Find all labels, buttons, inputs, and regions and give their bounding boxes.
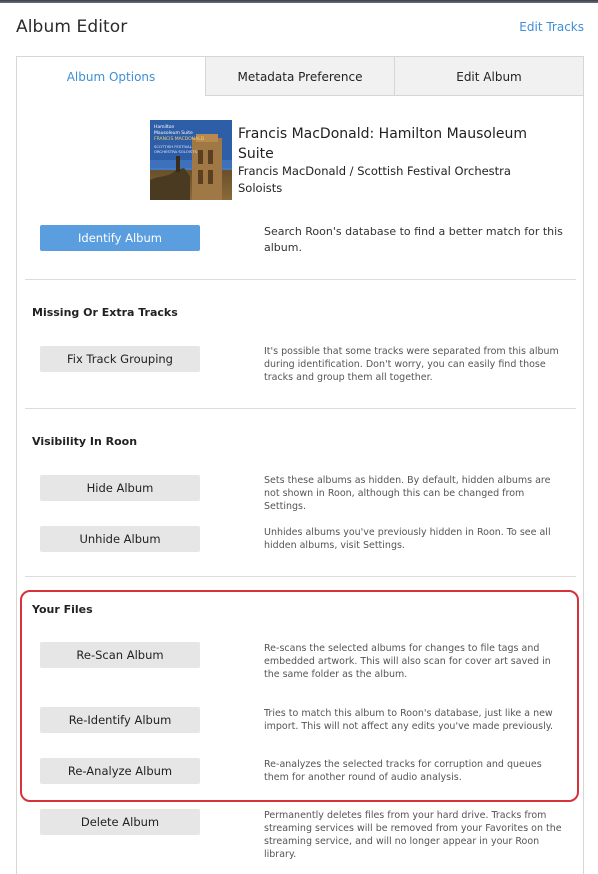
album-artist: Francis MacDonald / Scottish Festival Orchestra Soloists bbox=[238, 164, 511, 195]
tab-edit-album[interactable]: Edit Album bbox=[394, 57, 583, 96]
rescan-album-description: Re-scans the selected albums for changes to file tags and embedded artwork. This will also scan for cover art saved in the same folder as the album. bbox=[264, 643, 551, 680]
reanalyze-album-button[interactable]: Re-Analyze Album bbox=[40, 758, 200, 784]
svg-text:SCOTTISH FESTIVAL: SCOTTISH FESTIVAL bbox=[154, 144, 192, 149]
divider bbox=[25, 279, 576, 280]
section-title-your-files: Your Files bbox=[32, 603, 93, 616]
section-title-visibility: Visibility In Roon bbox=[32, 435, 138, 448]
reidentify-album-description: Tries to match this album to Roon's database, just like a new import. This will not affect any edits you've made previously. bbox=[264, 708, 554, 732]
fix-track-grouping-button[interactable]: Fix Track Grouping bbox=[40, 346, 200, 372]
identify-album-button[interactable]: Identify Album bbox=[40, 225, 200, 251]
header bbox=[0, 0, 598, 56]
identify-album-description: Search Roon's database to find a better match for this album. bbox=[264, 225, 563, 254]
svg-text:FRANCIS MACDONALD: FRANCIS MACDONALD bbox=[154, 137, 205, 142]
rescan-album-button[interactable]: Re-Scan Album bbox=[40, 642, 200, 668]
album-cover-image bbox=[150, 120, 232, 200]
divider bbox=[25, 408, 576, 409]
svg-text:Mausoleum Suite: Mausoleum Suite bbox=[154, 131, 193, 136]
reanalyze-album-description: Re-analyzes the selected tracks for corruption and queues them for another round of audio analysis. bbox=[264, 759, 542, 783]
tab-bar bbox=[17, 57, 583, 96]
unhide-album-description: Unhides albums you've previously hidden in Roon. To see all hidden albums, visit Settings. bbox=[264, 527, 551, 551]
page-title: Album Editor bbox=[16, 17, 128, 37]
fix-track-grouping-description: It's possible that some tracks were separated from this album during identification. Don't worry, you can easily find those tracks and group them all together. bbox=[264, 346, 559, 383]
album-title: Francis MacDonald: Hamilton Mausoleum Suite bbox=[238, 126, 527, 162]
hide-album-description: Sets these albums as hidden. By default, hidden albums are not shown in Roon, although this can be changed from Settings. bbox=[264, 475, 551, 512]
tab-album-options[interactable]: Album Options bbox=[17, 57, 205, 97]
edit-tracks-link[interactable]: Edit Tracks bbox=[519, 20, 584, 34]
tab-metadata-preference[interactable]: Metadata Preference bbox=[205, 57, 394, 96]
svg-text:Hamilton: Hamilton bbox=[154, 125, 175, 130]
unhide-album-button[interactable]: Unhide Album bbox=[40, 526, 200, 552]
divider bbox=[25, 576, 576, 577]
delete-album-button[interactable]: Delete Album bbox=[40, 809, 200, 835]
svg-text:ORCHESTRA SOLOISTS: ORCHESTRA SOLOISTS bbox=[154, 149, 197, 154]
section-title-missing-tracks: Missing Or Extra Tracks bbox=[32, 306, 178, 319]
hide-album-button[interactable]: Hide Album bbox=[40, 475, 200, 501]
delete-album-description: Permanently deletes files from your hard drive. Tracks from streaming services will be removed from your Favorites on the streaming service, and will no longer appear in your Roon library. bbox=[264, 810, 562, 860]
album-editor-panel bbox=[16, 56, 584, 874]
reidentify-album-button[interactable]: Re-Identify Album bbox=[40, 707, 200, 733]
